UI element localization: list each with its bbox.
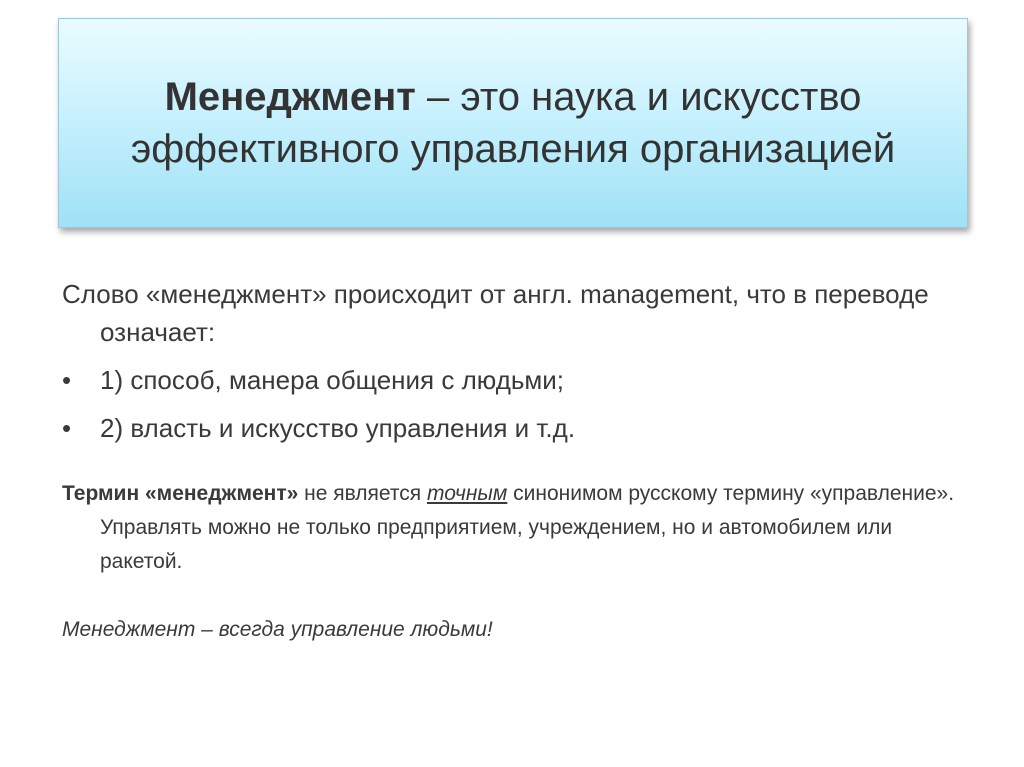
- term-bold: Термин «менеджмент»: [62, 482, 299, 505]
- bullet-marker: •: [62, 413, 72, 443]
- title-box: [58, 18, 968, 228]
- term-before-emphasis: не является: [298, 482, 427, 505]
- conclusion-text: Менеджмент – всегда управление людьми!: [62, 618, 493, 641]
- title-bold-term: Менеджмент: [164, 75, 416, 119]
- title-line-2: эффективного управления организацией: [130, 127, 896, 171]
- bullet-text: 2) власть и искусство управления и т.д.: [100, 413, 576, 443]
- slide-body: [62, 275, 962, 647]
- bullet-item-1: [62, 361, 962, 399]
- bullet-item-2: [62, 409, 962, 447]
- title-line-1-rest: – это наука и искусство: [415, 75, 862, 119]
- term-emphasis: точным: [427, 482, 508, 505]
- title-line-1: [165, 71, 862, 123]
- intro-paragraph: Слово «менеджмент» происходит от англ. management, что в переводе означает:: [62, 279, 929, 347]
- bullet-text: 1) способ, манера общения с людьми;: [100, 365, 565, 395]
- term-paragraph: [62, 477, 962, 579]
- term-after-emphasis: синонимом русскому термину «управление». Управлять можно не только предприятием, учреждением, но и автомобилем или ракетой.: [100, 482, 955, 573]
- bullet-marker: •: [62, 365, 72, 395]
